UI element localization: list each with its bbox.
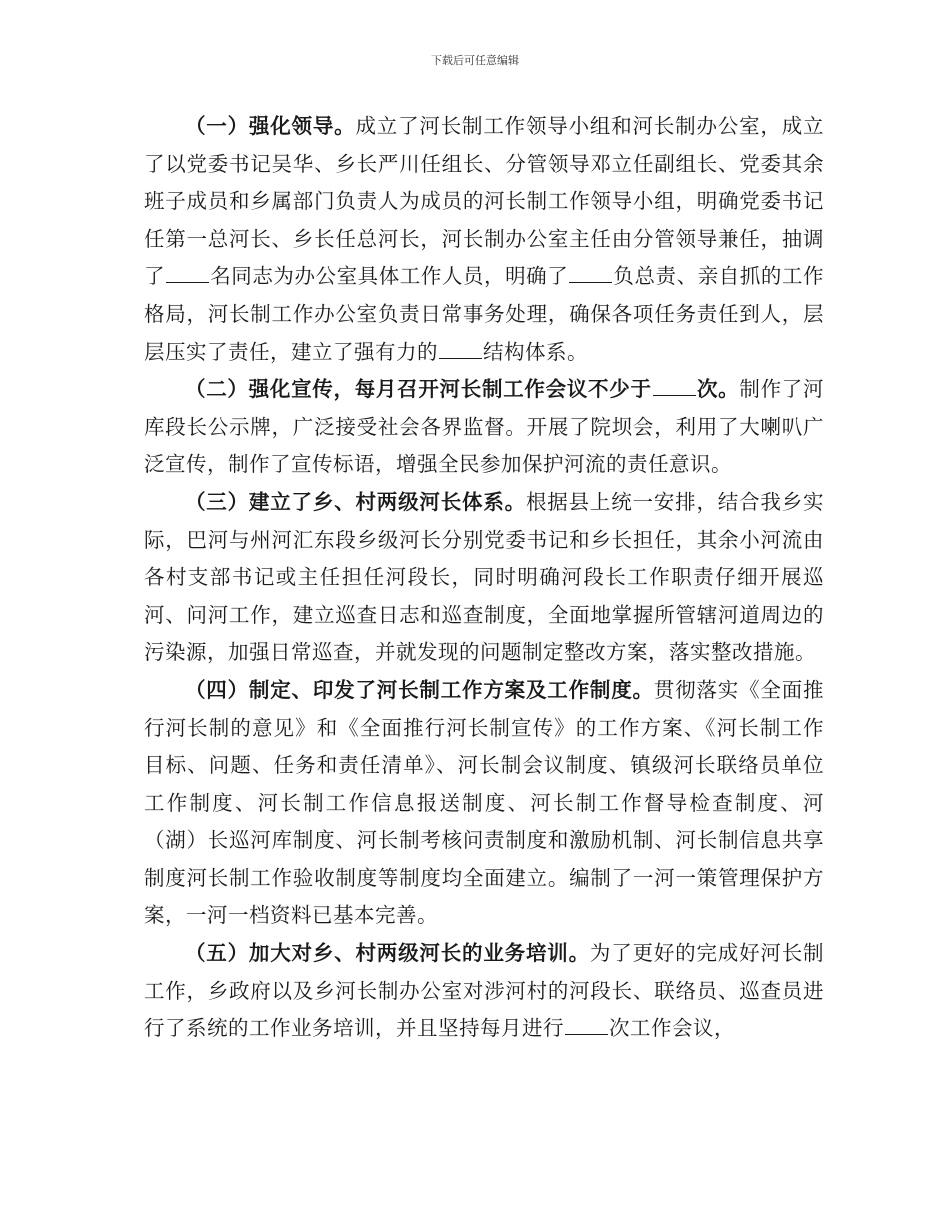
paragraph-4-heading: （四）制定、印发了河长制工作方案及工作制度。 — [185, 677, 654, 702]
paragraph-3 — [144, 484, 824, 672]
paragraph-4-text: 贯彻落实《全面推行河长制的意见》和《全面推行河长制宣传》的工作方案、《河长制工作目标、问题、任务和责任清单》、河长制会议制度、镇级河长联络员单位工作制度、河长制工作信息报送制度、河长制工作督导检查制度、河（湖）长巡河库制度、河长制考核问责制度和激励机制、河长制信息共享制度河长制工作验收制度等制度均全面建立。编制了一河一策管理保护方案，一河一档资料已基本完善。 — [144, 677, 825, 928]
paragraph-2 — [144, 371, 824, 484]
page-header: 下载后可任意编辑 — [431, 54, 519, 67]
paragraph-1-text-a: 成立了河长制工作领导小组和河长制办公室，成立了以党委书记吴华、乡长严川任组长、分管领导邓立任副组长、党委其余班子成员和乡属部门负责人为成员的河长制工作领导小组，明确党委书记任第一总河长、乡长任总河长，河长制办公室主任由分管领导兼任，抽调了 — [144, 114, 825, 289]
fill-blank — [166, 264, 209, 283]
paragraph-2-heading-a: （二）强化宣传，每月召开河长制工作会议不少于 — [185, 377, 652, 402]
paragraph-1-text-d: 结构体系。 — [483, 339, 589, 364]
fill-blank — [653, 377, 696, 396]
document-body — [144, 108, 824, 1048]
paragraph-5-heading: （五）加大对乡、村两级河长的业务培训。 — [185, 941, 590, 966]
paragraph-3-text: 根据县上统一安排，结合我乡实际，巴河与州河汇东段乡级河长分别党委书记和乡长担任，其余小河流由各村支部书记或主任担任河段长，同时明确河段长工作职责仔细开展巡河、问河工作，建立巡查日志和巡查制度，全面地掌握所管辖河道周边的污染源，加强日常巡查，并就发现的问题制定整改方案，落实整改措施。 — [144, 489, 825, 665]
paragraph-1-heading: （一）强化领导。 — [185, 114, 356, 138]
fill-blank — [565, 1016, 608, 1035]
paragraph-5-text-a: 为了更好的完成好河长制工作，乡政府以及乡河长制办公室对涉河村的河段长、联络员、巡查员进行了系统的工作业务培训，并且坚持每月进行 — [144, 941, 825, 1041]
paragraph-5-text-b: 次工作会议， — [609, 1016, 736, 1041]
paragraph-3-heading: （三）建立了乡、村两级河长体系。 — [185, 489, 526, 514]
paragraph-1-text-c: 负总责、亲自抓的工作格局，河长制工作办公室负责日常事务处理，确保各项任务责任到人，层层压实了责任，建立了强有力的 — [144, 264, 825, 364]
paragraph-4 — [144, 672, 824, 935]
fill-blank — [569, 264, 612, 283]
fill-blank — [439, 339, 482, 358]
paragraph-2-text: 制作了河库段长公示牌，广泛接受社会各界监督。开展了院坝会，利用了大喇叭广泛宣传，制作了宣传标语，增强全民参加保护河流的责任意识。 — [144, 377, 825, 477]
paragraph-5 — [144, 935, 824, 1048]
paragraph-1 — [144, 108, 824, 371]
paragraph-1-text-b: 名同志为办公室具体工作人员，明确了 — [210, 264, 569, 289]
paragraph-2-heading-b: 次。 — [696, 377, 740, 402]
